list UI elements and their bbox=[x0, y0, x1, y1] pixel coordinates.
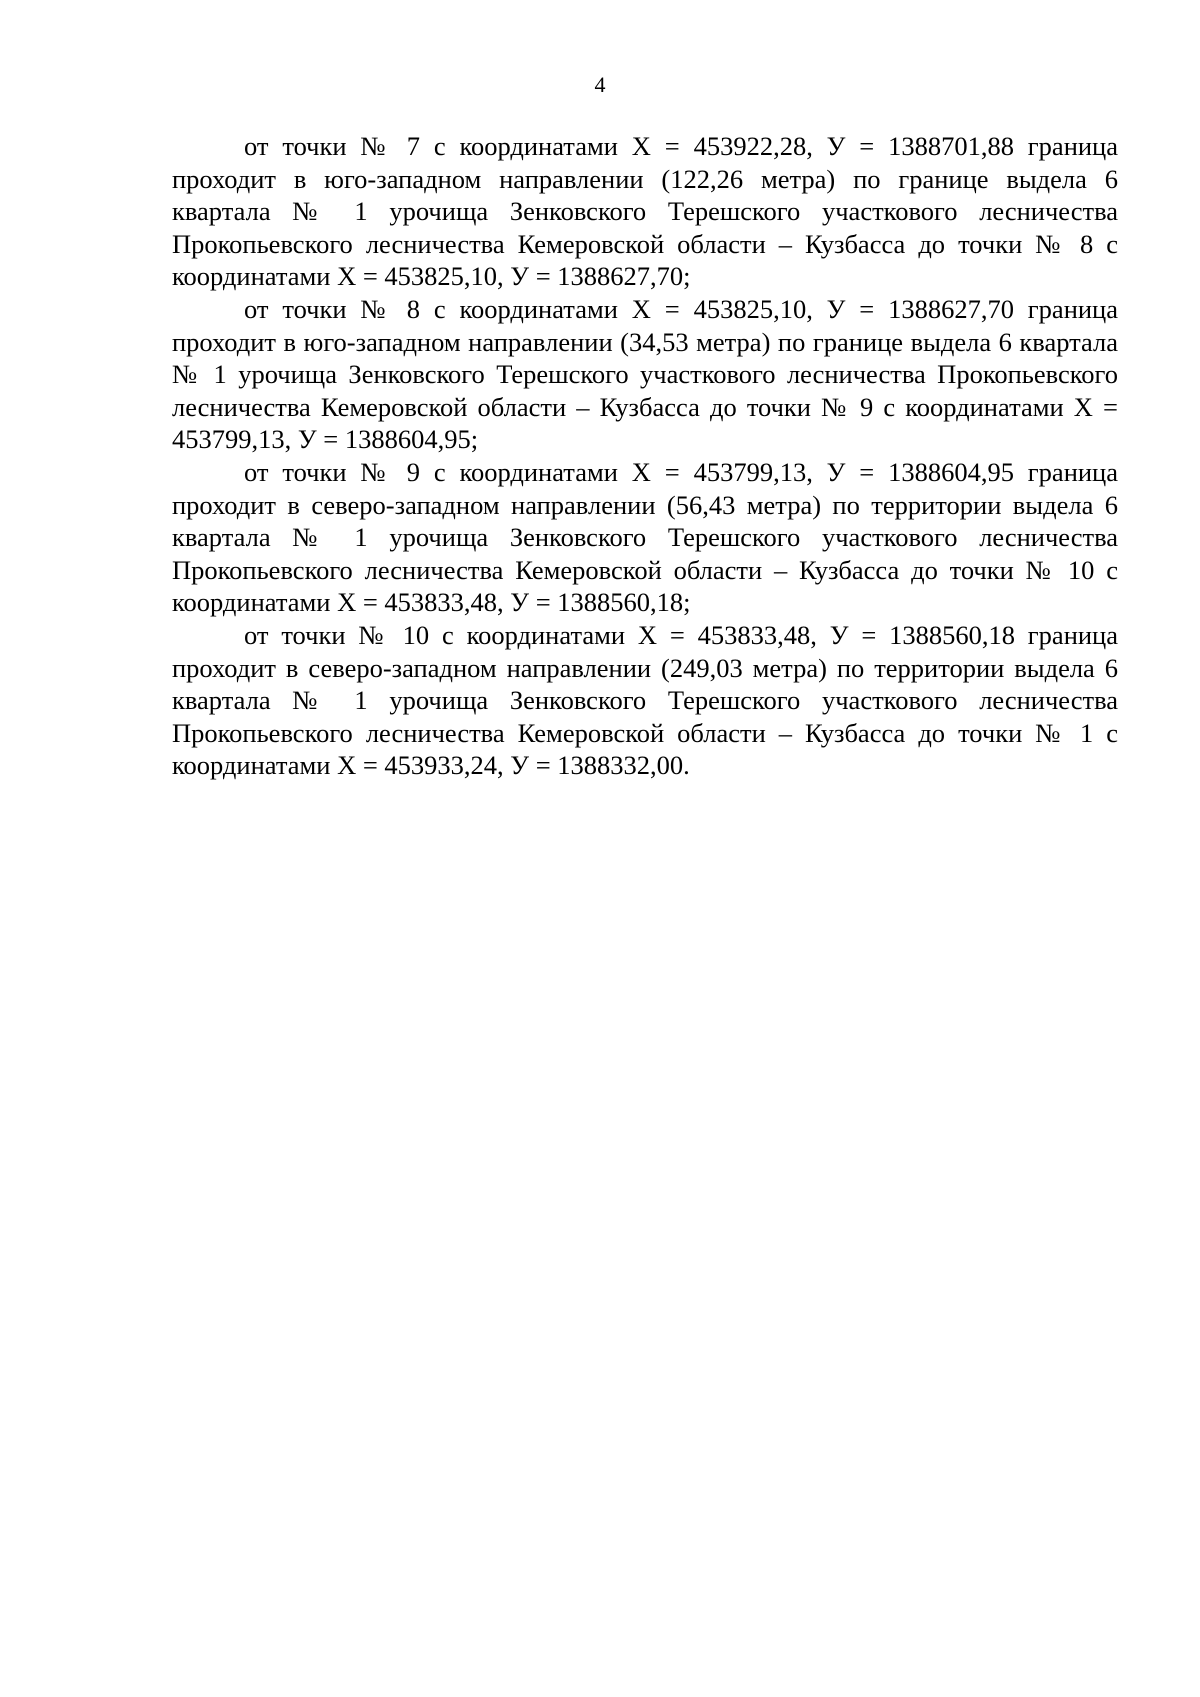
page-number: 4 bbox=[594, 72, 606, 97]
document-body bbox=[172, 130, 1118, 782]
boundary-paragraph-point-9: от точки № 9 с координатами Х = 453799,13, У = 1388604,95 граница проходит в северо-западном направлении (56,43 метра) по территории выдела 6 квартала № 1 урочища Зенковского Терешского участкового лесничества Прокопьевского лесничества Кемеровской области – Кузбасса до точки № 10 с координатами Х = 453833,48, У = 1388560,18; bbox=[172, 456, 1118, 618]
boundary-paragraph-point-7: от точки № 7 с координатами Х = 453922,28, У = 1388701,88 граница проходит в юго-западном направлении (122,26 метра) по границе выдела 6 квартала № 1 урочища Зенковского Терешского участкового лесничества Прокопьевского лесничества Кемеровской области – Кузбасса до точки № 8 с координатами Х = 453825,10, У = 1388627,70; bbox=[172, 131, 1118, 292]
boundary-paragraph-point-10: от точки № 10 с координатами Х = 453833,48, У = 1388560,18 граница проходит в северо-западном направлении (249,03 метра) по территории выдела 6 квартала № 1 урочища Зенковского Терешского участкового лесничества Прокопьевского лесничества Кемеровской области – Кузбасса до точки № 1 с координатами Х = 453933,24, У = 1388332,00. bbox=[172, 619, 1118, 781]
boundary-paragraph-point-8: от точки № 8 с координатами Х = 453825,10, У = 1388627,70 граница проходит в юго-западном направлении (34,53 метра) по границе выдела 6 квартала № 1 урочища Зенковского Терешского участкового лесничества Прокопьевского лесничества Кемеровской области – Кузбасса до точки № 9 с координатами Х = 453799,13, У = 1388604,95; bbox=[172, 293, 1118, 455]
